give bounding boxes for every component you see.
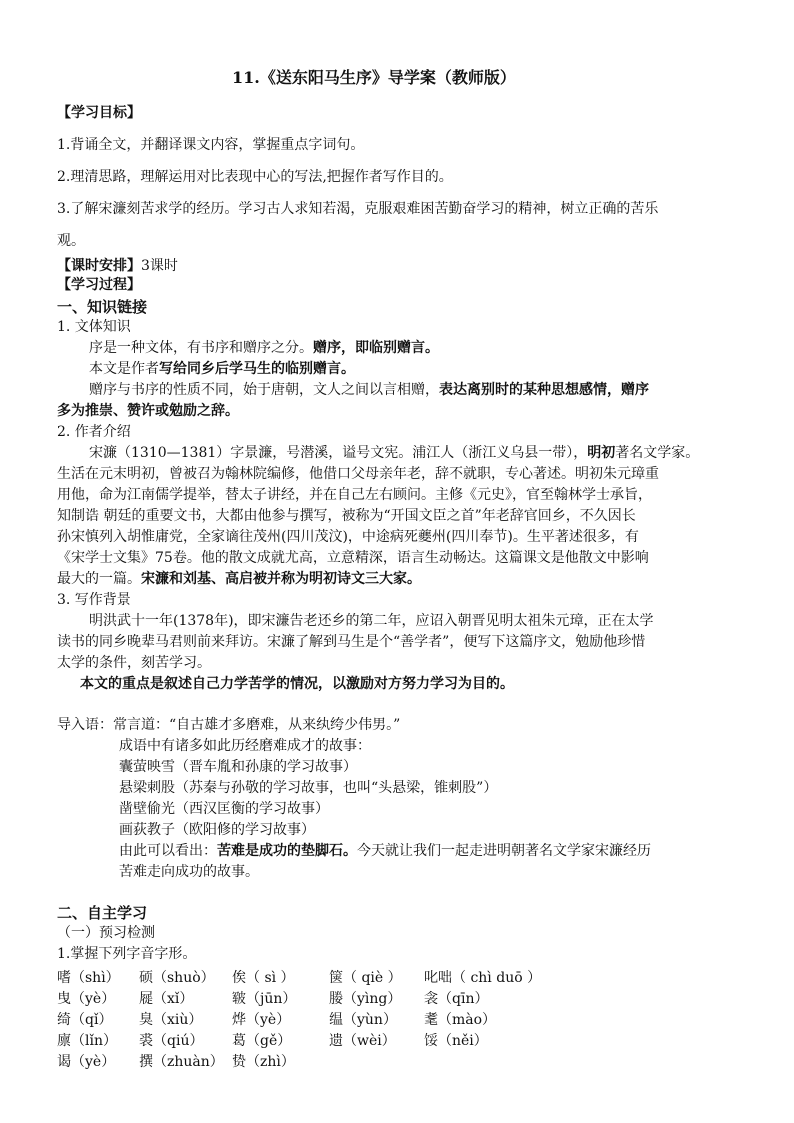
genre-emphasis: 写给同乡后学马生的临别赠言。 [159,361,355,377]
schedule-value: 3课时 [141,258,178,274]
background-line-3: 太学的条件，刻苦学习。 [57,655,211,671]
pinyin-item: 媵（yìng） [329,991,402,1007]
pinyin-item: 贽（zhì） [232,1054,295,1070]
author-line-5: 孙宋慎列入胡惟庸党，全家谪往茂州(四川茂汶)，中途病死夔州(四川奉节)。生平著述很多，有 [57,529,639,545]
author-line-1 [89,445,699,462]
objective-item-2: 2.理清思路，理解运用对比表现中心的写法,把握作者写作目的。 [57,169,453,185]
intro-line-5: 凿壁偷光（西汉匡衡的学习故事） [119,801,329,817]
pinyin-item: 曳（yè） [57,991,116,1007]
intro-line-3: 囊萤映雪（晋车胤和孙康的学习故事） [119,759,357,775]
genre-text: 赠序与书序的性质不同，始于唐朝，文人之间以言相赠， [89,382,439,398]
genre-text: 序是一种文体，有书序和赠序之分。 [89,340,313,356]
intro-line-7 [119,843,651,860]
author-text: 最大的一篇。 [57,571,141,587]
author-emphasis: 明初 [587,445,616,461]
author-emphasis: 宋濂和刘基、高启被并称为明初诗文三大家。 [141,571,421,587]
pinyin-item: 撰（zhuàn） [139,1054,224,1070]
intro-line-8: 苦难走向成功的故事。 [119,864,259,880]
pinyin-item: 箧（ qiè ） [329,970,402,986]
focus-statement: 本文的重点是叙述自己力学苦学的情况，以激励对方努力学习为目的。 [80,676,514,692]
background-heading: 3. 写作背景 [57,592,131,608]
pinyin-item: 臭（xiù） [139,1012,203,1028]
genre-text: 本文是作者 [89,361,159,377]
page-title: 11.《送东阳马生序》导学案（教师版） [232,68,516,87]
objective-item-3-cont: 观。 [57,233,85,249]
section2-heading: 二、自主学习 [57,904,148,922]
section2-task: 1.掌握下列字音字形。 [57,946,197,962]
pinyin-item: 衾（qīn） [424,991,489,1007]
pinyin-item: 馁（něi） [424,1033,488,1049]
genre-heading: 1. 文体知识 [57,319,131,335]
pinyin-item: 叱咄（ chì duō ） [424,970,542,986]
author-line-2: 生活在元末明初，曾被召为翰林院编修，他借口父母亲年老，辞不就职，专心著述。明初朱元璋重 [57,466,659,482]
schedule-heading: 【课时安排】 [57,258,141,274]
genre-line-3 [89,382,649,399]
author-line-3: 用他，命为江南儒学提举，替太子讲经，并在自己左右顾问。主修《元史》，官至翰林学士承旨， [57,487,652,503]
author-text: 著名文学家。 [615,445,700,461]
intro-line-1 [57,717,400,734]
pinyin-item: 缊（yùn） [329,1012,397,1028]
intro-text: 由此可以看出： [119,843,217,859]
pinyin-item: 屣（xǐ） [139,991,194,1007]
author-text: 宋濂（1310—1381）字景濂，号潜溪，谥号文宪。浦江人（浙江义乌县一带）， [89,445,588,461]
section1-heading: 一、知识链接 [57,298,148,316]
genre-line-1 [89,340,439,357]
background-line-2: 读书的同乡晚辈马君则前来拜访。宋濂了解到马生是个“善学者”，便写下这篇序文，勉励他珍惜 [57,634,646,650]
author-line-6: 《宋学士文集》75卷。他的散文成就尤高，立意精深，语言生动畅达。这篇课文是他散文中影响 [57,550,649,566]
author-line-7 [57,571,421,588]
genre-emphasis: 表达离别时的某种思想感情，赠序 [439,382,649,398]
genre-emphasis: 赠序，即临别赠言。 [313,340,439,356]
genre-line-4: 多为推崇、赞许或勉励之辞。 [57,403,239,419]
section2-sub: （一）预习检测 [57,925,155,941]
pinyin-item: 烨（yè） [232,1012,291,1028]
author-heading: 2. 作者介绍 [57,424,131,440]
pinyin-item: 耄（mào） [424,1012,497,1028]
pinyin-item: 绮（qǐ） [57,1012,113,1028]
pinyin-item: 皲（jūn） [232,991,297,1007]
intro-line-2: 成语中有诸多如此历经磨难成才的故事： [119,738,371,754]
author-line-4: 知制诰 朝廷的重要文书，大都由他参与撰写，被称为“开国文臣之首”年老辞官回乡，不久因长 [57,508,636,524]
genre-line-2 [89,361,355,378]
pinyin-item: 裘（qiú） [139,1033,204,1049]
pinyin-item: 谒（yè） [57,1054,116,1070]
intro-text: 今天就让我们一起走进明朝著名文学家宋濂经历 [357,843,651,859]
intro-emphasis: 苦难是成功的垫脚石。 [217,843,357,859]
objective-item-3: 3.了解宋濂刻苦求学的经历。学习古人求知若渴，克服艰难困苦勤奋学习的精神，树立正确的苦乐 [57,201,659,217]
intro-line-6: 画荻教子（欧阳修的学习故事） [119,822,315,838]
objectives-heading: 【学习目标】 [57,105,141,121]
pinyin-item: 葛（gě） [232,1033,292,1049]
objective-item-1: 1.背诵全文，并翻译课文内容，掌握重点字词句。 [57,137,365,153]
pinyin-item: 硕（shuò） [139,970,215,986]
pinyin-item: 俟（ sì ） [232,970,295,986]
intro-text: 常言道：“自古雄才多磨难，从来纨绔少伟男。” [113,717,401,733]
background-line-1: 明洪武十一年(1378年)，即宋濂告老还乡的第二年，应诏入朝晋见明太祖朱元璋，正在太学 [89,613,654,629]
intro-line-4: 悬梁刺股（苏秦与孙敬的学习故事，也叫“头悬梁，锥刺股”） [119,780,498,796]
process-heading: 【学习过程】 [57,277,141,293]
intro-label: 导入语： [57,717,113,733]
schedule-line [57,258,178,275]
pinyin-item: 遗（wèi） [329,1033,396,1049]
pinyin-item: 廪（lǐn） [57,1033,117,1049]
pinyin-item: 嗜（shì） [57,970,120,986]
